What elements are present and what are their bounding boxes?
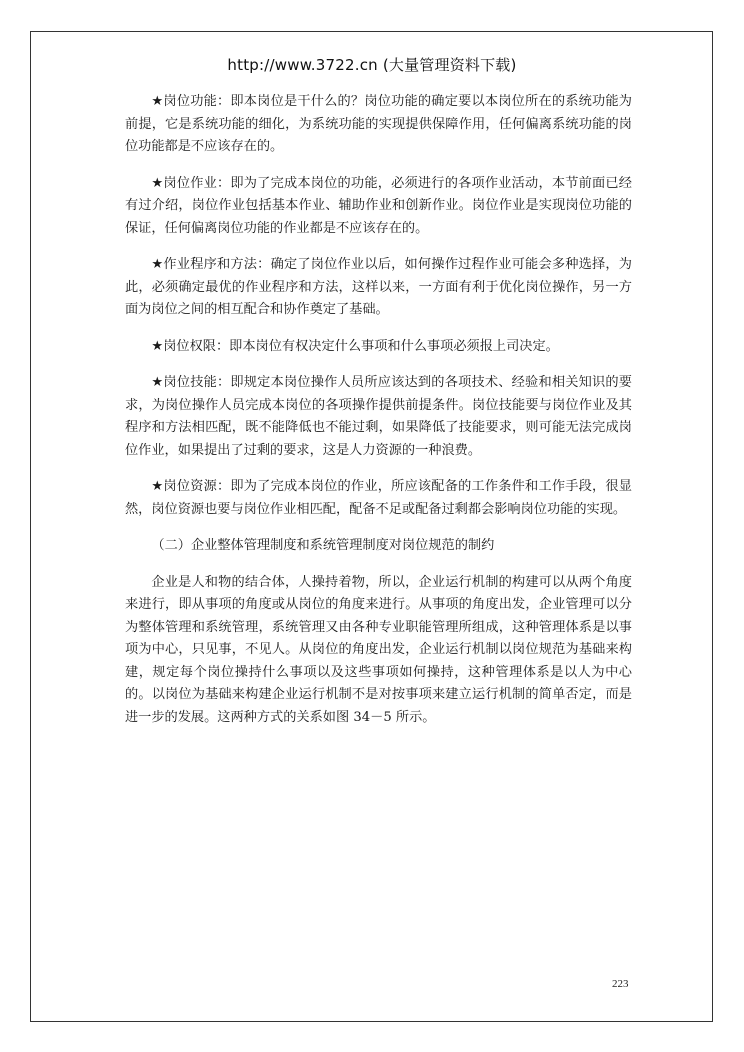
paragraph-text: 作业程序和方法：确定了岗位作业以后，如何操作过程作业可能会多种选择，为此，必须确定最优的作业程序和方法，这样以来，一方面有利于优化岗位操作，另一方面为岗位之间的相互配合和协作奠定了基础。 [125,257,632,317]
paragraph-text: 岗位作业：即为了完成本岗位的功能，必须进行的各项作业活动，本节前面已经有过介绍，岗位作业包括基本作业、辅助作业和创新作业。岗位作业是实现岗位功能的保证，任何偏离岗位功能的作业都是不应该存在的。 [125,175,632,236]
star-bullet-icon: ★ [151,257,164,272]
header-url[interactable]: http://www.3722.cn [227,56,378,74]
paragraph-job-function [125,91,632,159]
section-heading: （二）企业整体管理制度和系统管理制度对岗位规范的制约 [151,538,495,553]
paragraph-job-skills [125,372,632,462]
paragraph-text: 岗位权限：即本岗位有权决定什么事项和什么事项必须报上司决定。 [163,338,559,354]
paragraph-text: 岗位技能：即规定本岗位操作人员所应该达到的各项技术、经验和相关知识的要求，为岗位操作人员完成本岗位的各项操作提供前提条件。岗位技能要与岗位作业及其程序和方法相匹配，既不能降低也不能过剩，如果降低了技能要求，则可能无法完成岗位作业，如果提出了过剩的要求，这是人力资源的一种浪费。 [125,375,632,458]
paragraph-text: 岗位资源：即为了完成本岗位的作业，所应该配备的工作条件和工作手段，很显然，岗位资源也要与岗位作业相匹配，配备不足或配备过剩都会影响岗位功能的实现。 [125,479,632,517]
document-body [125,91,632,743]
star-bullet-icon: ★ [151,479,164,494]
star-bullet-icon: ★ [151,94,164,109]
star-bullet-icon: ★ [151,375,164,390]
star-bullet-icon: ★ [151,175,164,191]
paragraph-procedure-method [125,254,632,322]
paragraph-job-resources [125,476,632,521]
paragraph-job-operation [125,173,632,241]
paragraph-text: 岗位功能：即本岗位是干什么的？岗位功能的确定要以本岗位所在的系统功能为前提，它是系统功能的细化，为系统功能的实现提供保障作用，任何偏离系统功能的岗位功能都是不应该存在的。 [125,94,632,154]
page-header [0,54,744,75]
body-paragraph: 企业是人和物的结合体，人操持着物，所以，企业运行机制的构建可以从两个角度来进行，即从事项的角度或从岗位的角度来进行。从事项的角度出发，企业管理可以分为整体管理和系统管理，系统管理又由各种专业职能管理所组成，这种管理体系是以事项为中心，只见事，不见人。从岗位的角度出发，企业运行机制以岗位规范为基础来构建，规定每个岗位操持什么事项以及这些事项如何操持，这种管理体系是以人为中心的。以岗位为基础来构建企业运行机制不是对按事项来建立运行机制的简单否定，而是进一步的发展。这两种方式的关系如图 34－5 所示。 [125,574,632,725]
star-bullet-icon: ★ [151,338,164,354]
page-number: 223 [612,978,629,990]
paragraph-job-authority [125,336,632,359]
header-caption: (大量管理资料下载) [382,56,517,74]
